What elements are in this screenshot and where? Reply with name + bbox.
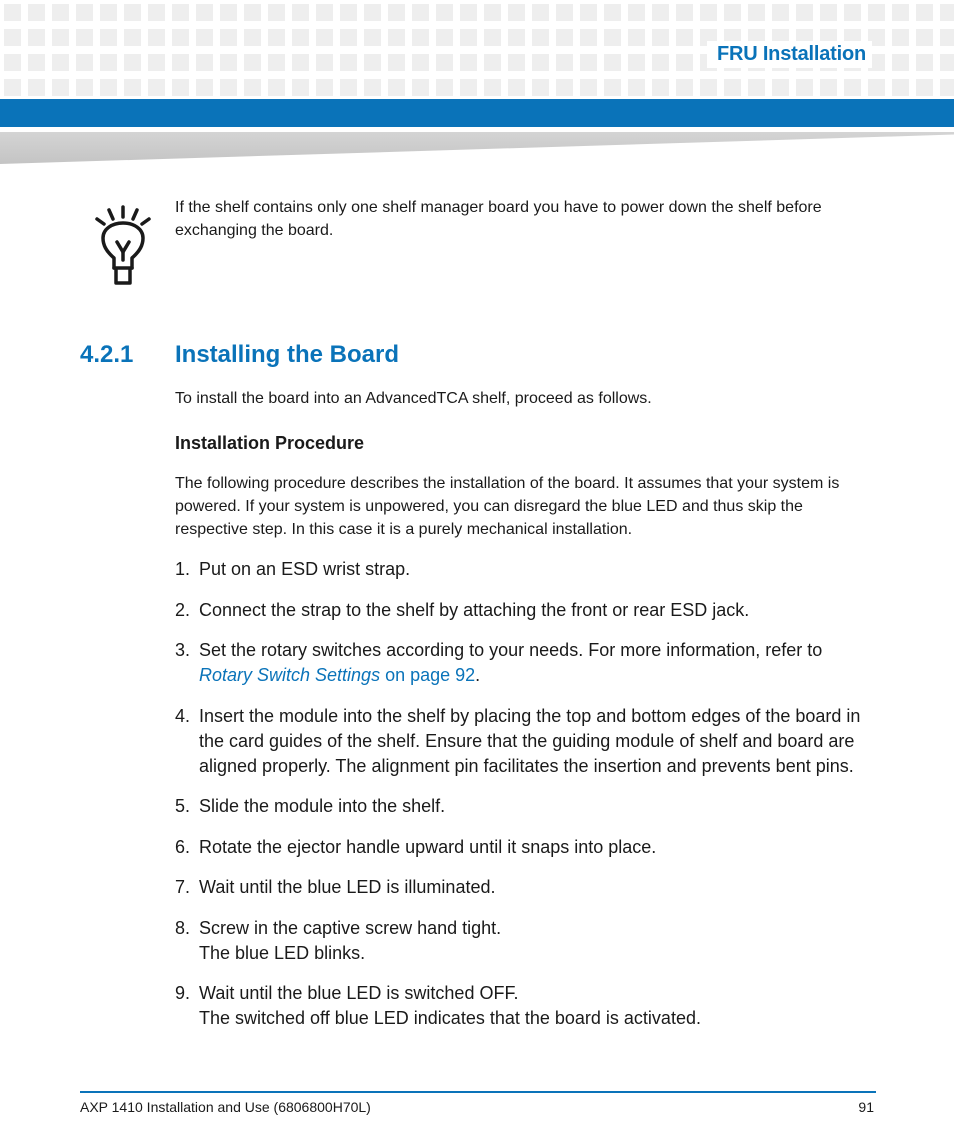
- header-pattern-cell: [316, 54, 333, 71]
- header-pattern-cell: [460, 54, 477, 71]
- header-pattern-cell: [172, 79, 189, 96]
- header-pattern-cell: [652, 54, 669, 71]
- header-pattern-cell: [724, 79, 741, 96]
- header-pattern-cell: [52, 79, 69, 96]
- header-pattern-cell: [124, 79, 141, 96]
- header-pattern-cell: [676, 79, 693, 96]
- procedure-heading: Installation Procedure: [175, 433, 365, 453]
- header-pattern-cell: [364, 54, 381, 71]
- step-number: 6.: [175, 836, 191, 857]
- header-pattern-cell: [4, 54, 21, 71]
- header-pattern-cell: [52, 4, 69, 21]
- header-pattern-cell: [4, 79, 21, 96]
- header-pattern-cell: [748, 79, 765, 96]
- header-pattern-cell: [604, 29, 621, 46]
- header-pattern-cell: [724, 4, 741, 21]
- header-pattern-cell: [244, 4, 261, 21]
- header-pattern-cell: [844, 4, 861, 21]
- step-text: Wait until the blue LED is switched OFF.: [199, 983, 519, 1003]
- header-pattern-cell: [76, 79, 93, 96]
- header-pattern-cell: [532, 79, 549, 96]
- header-pattern-cell: [268, 29, 285, 46]
- footer-rule: [80, 1091, 876, 1093]
- header-pattern-cell: [916, 79, 933, 96]
- header-pattern-cell: [124, 29, 141, 46]
- header-pattern-cell: [868, 4, 885, 21]
- header-pattern-cell: [532, 4, 549, 21]
- header-pattern-cell: [364, 4, 381, 21]
- header-pattern-cell: [172, 54, 189, 71]
- step-item: [175, 981, 880, 1031]
- step-number: 5.: [175, 796, 191, 816]
- header-pattern-cell: [100, 79, 117, 96]
- header-pattern-cell: [28, 79, 45, 96]
- header-pattern-cell: [604, 79, 621, 96]
- header-pattern-cell: [100, 54, 117, 71]
- header-pattern-cell: [940, 79, 954, 96]
- header-pattern-cell: [484, 54, 501, 71]
- step-result: The switched off blue LED indicates that the board is activated.: [199, 1008, 701, 1028]
- header-pattern-cell: [364, 29, 381, 46]
- step-result: The blue LED blinks.: [199, 942, 366, 963]
- header-pattern-cell: [412, 29, 429, 46]
- header-pattern-cell: [124, 54, 141, 71]
- step-item: [175, 794, 880, 819]
- header-pattern-cell: [292, 4, 309, 21]
- header-pattern-cell: [556, 79, 573, 96]
- header-pattern-cell: [244, 54, 261, 71]
- page-number: 91: [858, 1099, 874, 1115]
- header-pattern-cell: [916, 29, 933, 46]
- lightbulb-icon: [92, 204, 154, 286]
- header-pattern-cell: [412, 79, 429, 96]
- header-pattern-cell: [508, 4, 525, 21]
- header-pattern-cell: [412, 4, 429, 21]
- header-pattern-cell: [628, 54, 645, 71]
- header-pattern-cell: [940, 29, 954, 46]
- step-text: Insert the module into the shelf by placing the top and bottom edges of the board in the card guides of the shelf. Ensure that the guiding module of shelf and board are aligned properly. The alignment pin facilitates the insertion and prevents bent pins.: [199, 705, 861, 776]
- header-pattern-cell: [940, 4, 954, 21]
- step-item: [175, 875, 880, 900]
- procedure-steps: [175, 557, 880, 1047]
- header-pattern-cell: [52, 29, 69, 46]
- header-pattern-cell: [508, 54, 525, 71]
- step-item: [175, 557, 880, 582]
- header-pattern-cell: [652, 29, 669, 46]
- header-pattern-cell: [28, 4, 45, 21]
- header-pattern-cell: [220, 29, 237, 46]
- header-pattern-cell: [388, 4, 405, 21]
- step-number: 8.: [175, 917, 191, 938]
- header-pattern-cell: [148, 79, 165, 96]
- header-pattern-cell: [172, 29, 189, 46]
- header-pattern-cell: [628, 4, 645, 21]
- header-pattern-cell: [772, 4, 789, 21]
- step-item: [175, 916, 880, 966]
- header-pattern-cell: [676, 4, 693, 21]
- header-pattern-cell: [436, 54, 453, 71]
- header-pattern-cell: [292, 79, 309, 96]
- step-text: Put on an ESD wrist strap.: [199, 559, 411, 579]
- header-pattern-cell: [532, 54, 549, 71]
- header-pattern-cell: [796, 4, 813, 21]
- header-pattern-cell: [676, 29, 693, 46]
- header-pattern-cell: [460, 79, 477, 96]
- header-pattern-cell: [292, 29, 309, 46]
- step-punctuation: .: [475, 665, 481, 685]
- header-pattern-cell: [556, 4, 573, 21]
- header-pattern-cell: [484, 79, 501, 96]
- header-pattern-cell: [196, 29, 213, 46]
- header-pattern-cell: [388, 54, 405, 71]
- header-blue-bar: [0, 99, 954, 127]
- header-pattern-cell: [916, 54, 933, 71]
- step-number: 2.: [175, 599, 191, 620]
- header-pattern-cell: [460, 29, 477, 46]
- header-pattern-cell: [100, 4, 117, 21]
- step-text: Set the rotary switches according to your needs. For more information, refer to: [199, 640, 823, 660]
- header-pattern-cell: [652, 79, 669, 96]
- header-pattern-cell: [268, 54, 285, 71]
- header-pattern-cell: [556, 54, 573, 71]
- header-pattern-cell: [220, 54, 237, 71]
- header-pattern-cell: [316, 4, 333, 21]
- header-pattern-cell: [460, 4, 477, 21]
- header-pattern-cell: [796, 79, 813, 96]
- header-pattern-cell: [340, 4, 357, 21]
- header-pattern-cell: [196, 54, 213, 71]
- header-pattern-cell: [196, 79, 213, 96]
- header-pattern-cell: [484, 4, 501, 21]
- header-pattern-cell: [340, 54, 357, 71]
- header-pattern-cell: [28, 54, 45, 71]
- header-pattern-cell: [388, 79, 405, 96]
- step-number: 4.: [175, 705, 191, 726]
- header-pattern-cell: [580, 54, 597, 71]
- header-pattern-cell: [892, 4, 909, 21]
- link-title: Rotary Switch Settings: [199, 665, 381, 685]
- section-intro: To install the board into an AdvancedTCA shelf, proceed as follows.: [175, 390, 652, 407]
- header-pattern-cell: [148, 29, 165, 46]
- header-pattern-cell: [436, 79, 453, 96]
- step-text: Slide the module into the shelf.: [199, 796, 446, 816]
- header-pattern-cell: [244, 79, 261, 96]
- header-pattern-cell: [580, 29, 597, 46]
- header-pattern-cell: [124, 4, 141, 21]
- header-pattern-cell: [4, 4, 21, 21]
- header-pattern-cell: [148, 4, 165, 21]
- step-number: 7.: [175, 877, 191, 897]
- header-gray-wedge: [0, 132, 954, 164]
- header-pattern-cell: [76, 4, 93, 21]
- header-pattern-cell: [388, 29, 405, 46]
- header-pattern-cell: [580, 4, 597, 21]
- header-pattern-cell: [556, 29, 573, 46]
- header-pattern-cell: [868, 79, 885, 96]
- step-item: [175, 835, 880, 860]
- header-pattern-cell: [220, 79, 237, 96]
- header-pattern-cell: [676, 54, 693, 71]
- header-pattern-cell: [268, 4, 285, 21]
- header-pattern-cell: [412, 54, 429, 71]
- header-pattern-cell: [484, 29, 501, 46]
- header-pattern-cell: [748, 4, 765, 21]
- header-pattern-cell: [244, 29, 261, 46]
- step-item: [175, 598, 880, 623]
- header-pattern-cell: [532, 29, 549, 46]
- header-pattern-cell: [508, 79, 525, 96]
- chapter-title: FRU Installation: [707, 41, 872, 68]
- header-pattern-cell: [892, 79, 909, 96]
- header-pattern-cell: [340, 29, 357, 46]
- header-pattern-cell: [820, 79, 837, 96]
- header-pattern-cell: [436, 29, 453, 46]
- note-text: If the shelf contains only one shelf manager board you have to power down the shelf before exchanging the board.: [175, 199, 822, 239]
- header-pattern-cell: [844, 79, 861, 96]
- header-pattern-cell: [604, 54, 621, 71]
- header-pattern-cell: [100, 29, 117, 46]
- step-text: Screw in the captive screw hand tight.: [199, 917, 502, 938]
- step-number: 9.: [175, 983, 191, 1003]
- header-pattern-cell: [76, 29, 93, 46]
- header-pattern-cell: [916, 4, 933, 21]
- step-number: 1.: [175, 559, 191, 579]
- header-pattern-cell: [148, 54, 165, 71]
- header-pattern-cell: [628, 79, 645, 96]
- header-pattern-cell: [4, 29, 21, 46]
- header-pattern-cell: [772, 79, 789, 96]
- header-pattern-cell: [508, 29, 525, 46]
- header-pattern-cell: [820, 4, 837, 21]
- header-pattern-cell: [364, 79, 381, 96]
- header-pattern-cell: [316, 79, 333, 96]
- header-pattern-cell: [604, 4, 621, 21]
- header-pattern-cell: [940, 54, 954, 71]
- header-pattern-cell: [28, 29, 45, 46]
- header-pattern-cell: [52, 54, 69, 71]
- procedure-description: The following procedure describes the installation of the board. It assumes that your system is powered. If your system is unpowered, you can disregard the blue LED and thus skip the respective step. In this case it is a purely mechanical installation.: [175, 475, 840, 538]
- header-pattern-cell: [580, 79, 597, 96]
- header-pattern-cell: [892, 29, 909, 46]
- rotary-switch-settings-link[interactable]: [199, 665, 475, 685]
- header-pattern-cell: [340, 79, 357, 96]
- header-pattern-cell: [172, 4, 189, 21]
- header-pattern-cell: [700, 4, 717, 21]
- footer-document-title: AXP 1410 Installation and Use (6806800H70L): [80, 1099, 371, 1115]
- header-pattern-cell: [196, 4, 213, 21]
- header-pattern-cell: [316, 29, 333, 46]
- header-pattern-cell: [892, 54, 909, 71]
- step-item: [175, 638, 880, 688]
- step-text: Wait until the blue LED is illuminated.: [199, 877, 496, 897]
- step-text: Rotate the ejector handle upward until it snaps into place.: [199, 836, 657, 857]
- header-pattern-cell: [220, 4, 237, 21]
- header-pattern-cell: [292, 54, 309, 71]
- header-pattern-cell: [700, 79, 717, 96]
- header-pattern-cell: [628, 29, 645, 46]
- link-page-ref: on page 92: [380, 665, 476, 685]
- step-text: Connect the strap to the shelf by attaching the front or rear ESD jack.: [199, 599, 750, 620]
- section-number: 4.2.1: [80, 341, 134, 368]
- step-item: [175, 704, 880, 779]
- step-number: 3.: [175, 640, 191, 660]
- header-pattern-cell: [436, 4, 453, 21]
- section-title: Installing the Board: [175, 341, 400, 368]
- header-pattern-cell: [652, 4, 669, 21]
- header-pattern-cell: [268, 79, 285, 96]
- header-pattern-cell: [76, 54, 93, 71]
